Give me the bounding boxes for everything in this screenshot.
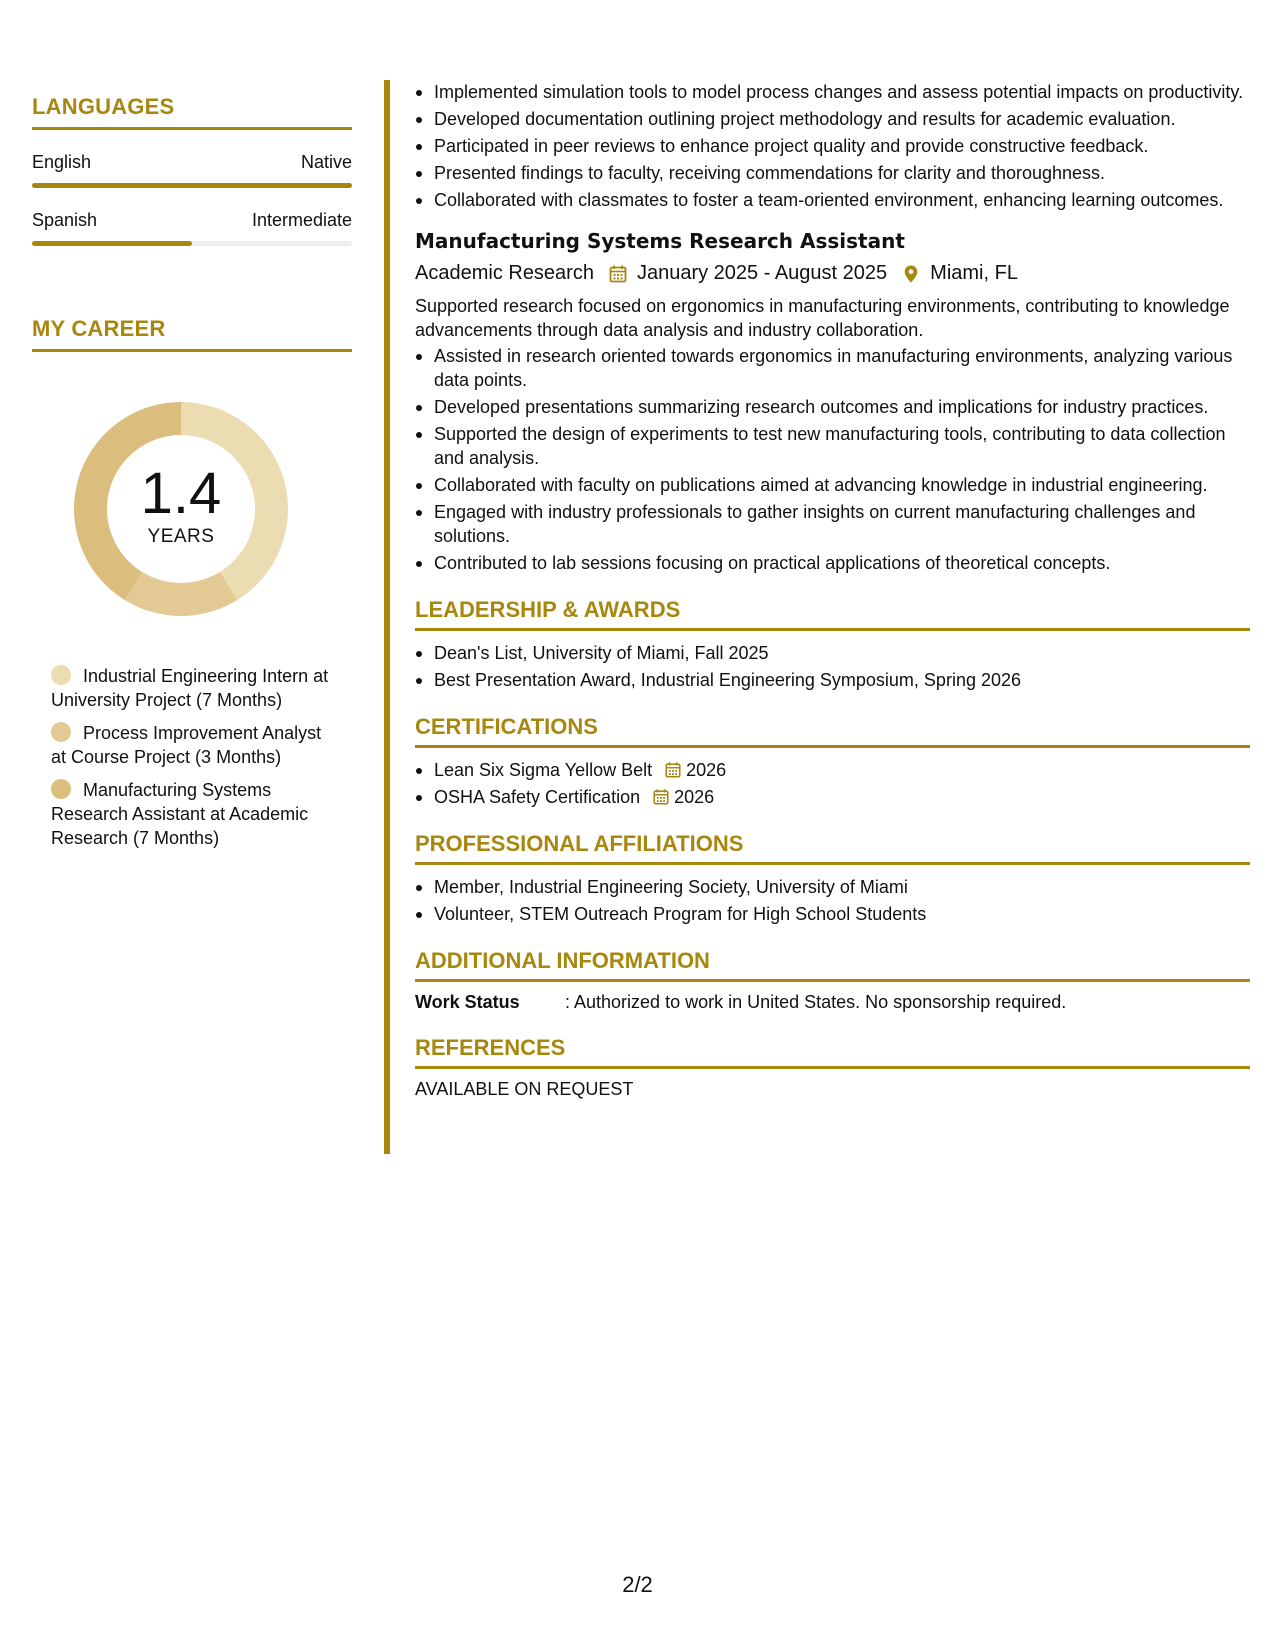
list-item: Member, Industrial Engineering Society, University of Miami — [415, 875, 1250, 899]
list-item: Best Presentation Award, Industrial Engineering Symposium, Spring 2026 — [415, 668, 1250, 692]
certifications-list — [415, 758, 1250, 809]
career-donut-chart — [66, 394, 296, 624]
certification-year: 2026 — [686, 760, 727, 780]
language-level: Intermediate — [251, 210, 352, 230]
calendar-icon — [608, 264, 628, 284]
language-name: Spanish — [32, 210, 98, 230]
career-total-unit: YEARS — [147, 526, 215, 547]
language-name: English — [32, 152, 92, 172]
affiliations-list — [415, 875, 1250, 926]
list-item: Participated in peer reviews to enhance project quality and provide constructive feedback. — [415, 134, 1250, 158]
certification-item — [415, 785, 1250, 809]
list-item: Dean's List, University of Miami, Fall 2025 — [415, 641, 1250, 665]
affiliations-heading: PROFESSIONAL AFFILIATIONS — [415, 831, 1250, 865]
certification-name: Lean Six Sigma Yellow Belt — [434, 760, 653, 780]
leadership-heading: LEADERSHIP & AWARDS — [415, 597, 1250, 631]
calendar-icon — [652, 788, 670, 806]
list-item: Engaged with industry professionals to gather insights on current manufacturing challenges and solutions. — [415, 500, 1250, 548]
list-item: Contributed to lab sessions focusing on practical applications of theoretical concepts. — [415, 551, 1250, 575]
language-bar — [32, 183, 352, 188]
donut-segment-1 — [125, 572, 238, 616]
references-heading: REFERENCES — [415, 1035, 1250, 1069]
list-item: Collaborated with faculty on publications aimed at advancing knowledge in industrial engineering. — [415, 473, 1250, 497]
list-item: Collaborated with classmates to foster a team-oriented environment, enhancing learning outcomes. — [415, 188, 1250, 212]
career-heading: MY CAREER — [32, 316, 352, 352]
list-item: Assisted in research oriented towards ergonomics in manufacturing environments, analyzing various data points. — [415, 344, 1250, 392]
career-total-value: 1.4 — [140, 461, 222, 526]
job-organization: Academic Research — [415, 262, 594, 284]
legend-label: Industrial Engineering Intern at University Project (7 Months) — [51, 666, 329, 710]
language-bar — [32, 241, 352, 246]
legend-dot — [51, 722, 71, 742]
legend-dot — [51, 665, 71, 685]
certification-name: OSHA Safety Certification — [434, 787, 641, 807]
job-summary: Supported research focused on ergonomics in manufacturing environments, contributing to knowledge advancements through data analysis and industry collaboration. — [415, 296, 1230, 340]
list-item: Implemented simulation tools to model process changes and assess potential impacts on productivity. — [415, 80, 1250, 104]
languages-heading: LANGUAGES — [32, 94, 352, 130]
legend-label: Manufacturing Systems Research Assistant at Academic Research (7 Months) — [51, 780, 309, 848]
list-item: Developed documentation outlining project methodology and results for academic evaluation. — [415, 107, 1250, 131]
work-status-value: : Authorized to work in United States. No sponsorship required. — [565, 992, 1067, 1012]
career-legend — [51, 664, 341, 850]
job-bullets — [415, 344, 1250, 575]
work-status-key: Work Status — [415, 992, 520, 1012]
sidebar — [32, 94, 352, 859]
job-title: Manufacturing Systems Research Assistant — [415, 229, 905, 253]
leadership-list — [415, 641, 1250, 692]
legend-label: Process Improvement Analyst at Course Project (3 Months) — [51, 723, 322, 767]
previous-job-bullets — [415, 80, 1250, 212]
language-item-spanish — [32, 210, 352, 246]
language-level: Native — [300, 152, 352, 172]
job-dates: January 2025 - August 2025 — [636, 262, 888, 284]
work-status-row — [415, 992, 1250, 1013]
certification-year: 2026 — [674, 787, 715, 807]
legend-item — [51, 664, 341, 712]
column-divider — [384, 80, 390, 1154]
additional-info-heading: ADDITIONAL INFORMATION — [415, 948, 1250, 982]
references-text: AVAILABLE ON REQUEST — [415, 1079, 634, 1099]
job-location: Miami, FL — [930, 262, 1018, 284]
calendar-icon — [664, 761, 682, 779]
legend-dot — [51, 779, 71, 799]
language-bar-fill — [32, 241, 192, 246]
list-item: Presented findings to faculty, receiving commendations for clarity and thoroughness. — [415, 161, 1250, 185]
location-pin-icon — [901, 264, 921, 284]
list-item: Volunteer, STEM Outreach Program for High School Students — [415, 902, 1250, 926]
donut-center — [66, 461, 296, 548]
language-item-english — [32, 152, 352, 188]
page-number: 2/2 — [622, 1572, 653, 1597]
language-bar-fill — [32, 183, 352, 188]
certification-item — [415, 758, 1250, 782]
main-content — [415, 80, 1250, 1100]
legend-item — [51, 778, 341, 850]
legend-item — [51, 721, 341, 769]
list-item: Developed presentations summarizing research outcomes and implications for industry practices. — [415, 395, 1250, 419]
list-item: Supported the design of experiments to test new manufacturing tools, contributing to data collection and analysis. — [415, 422, 1250, 470]
certifications-heading: CERTIFICATIONS — [415, 714, 1250, 748]
job-meta — [415, 262, 1250, 285]
